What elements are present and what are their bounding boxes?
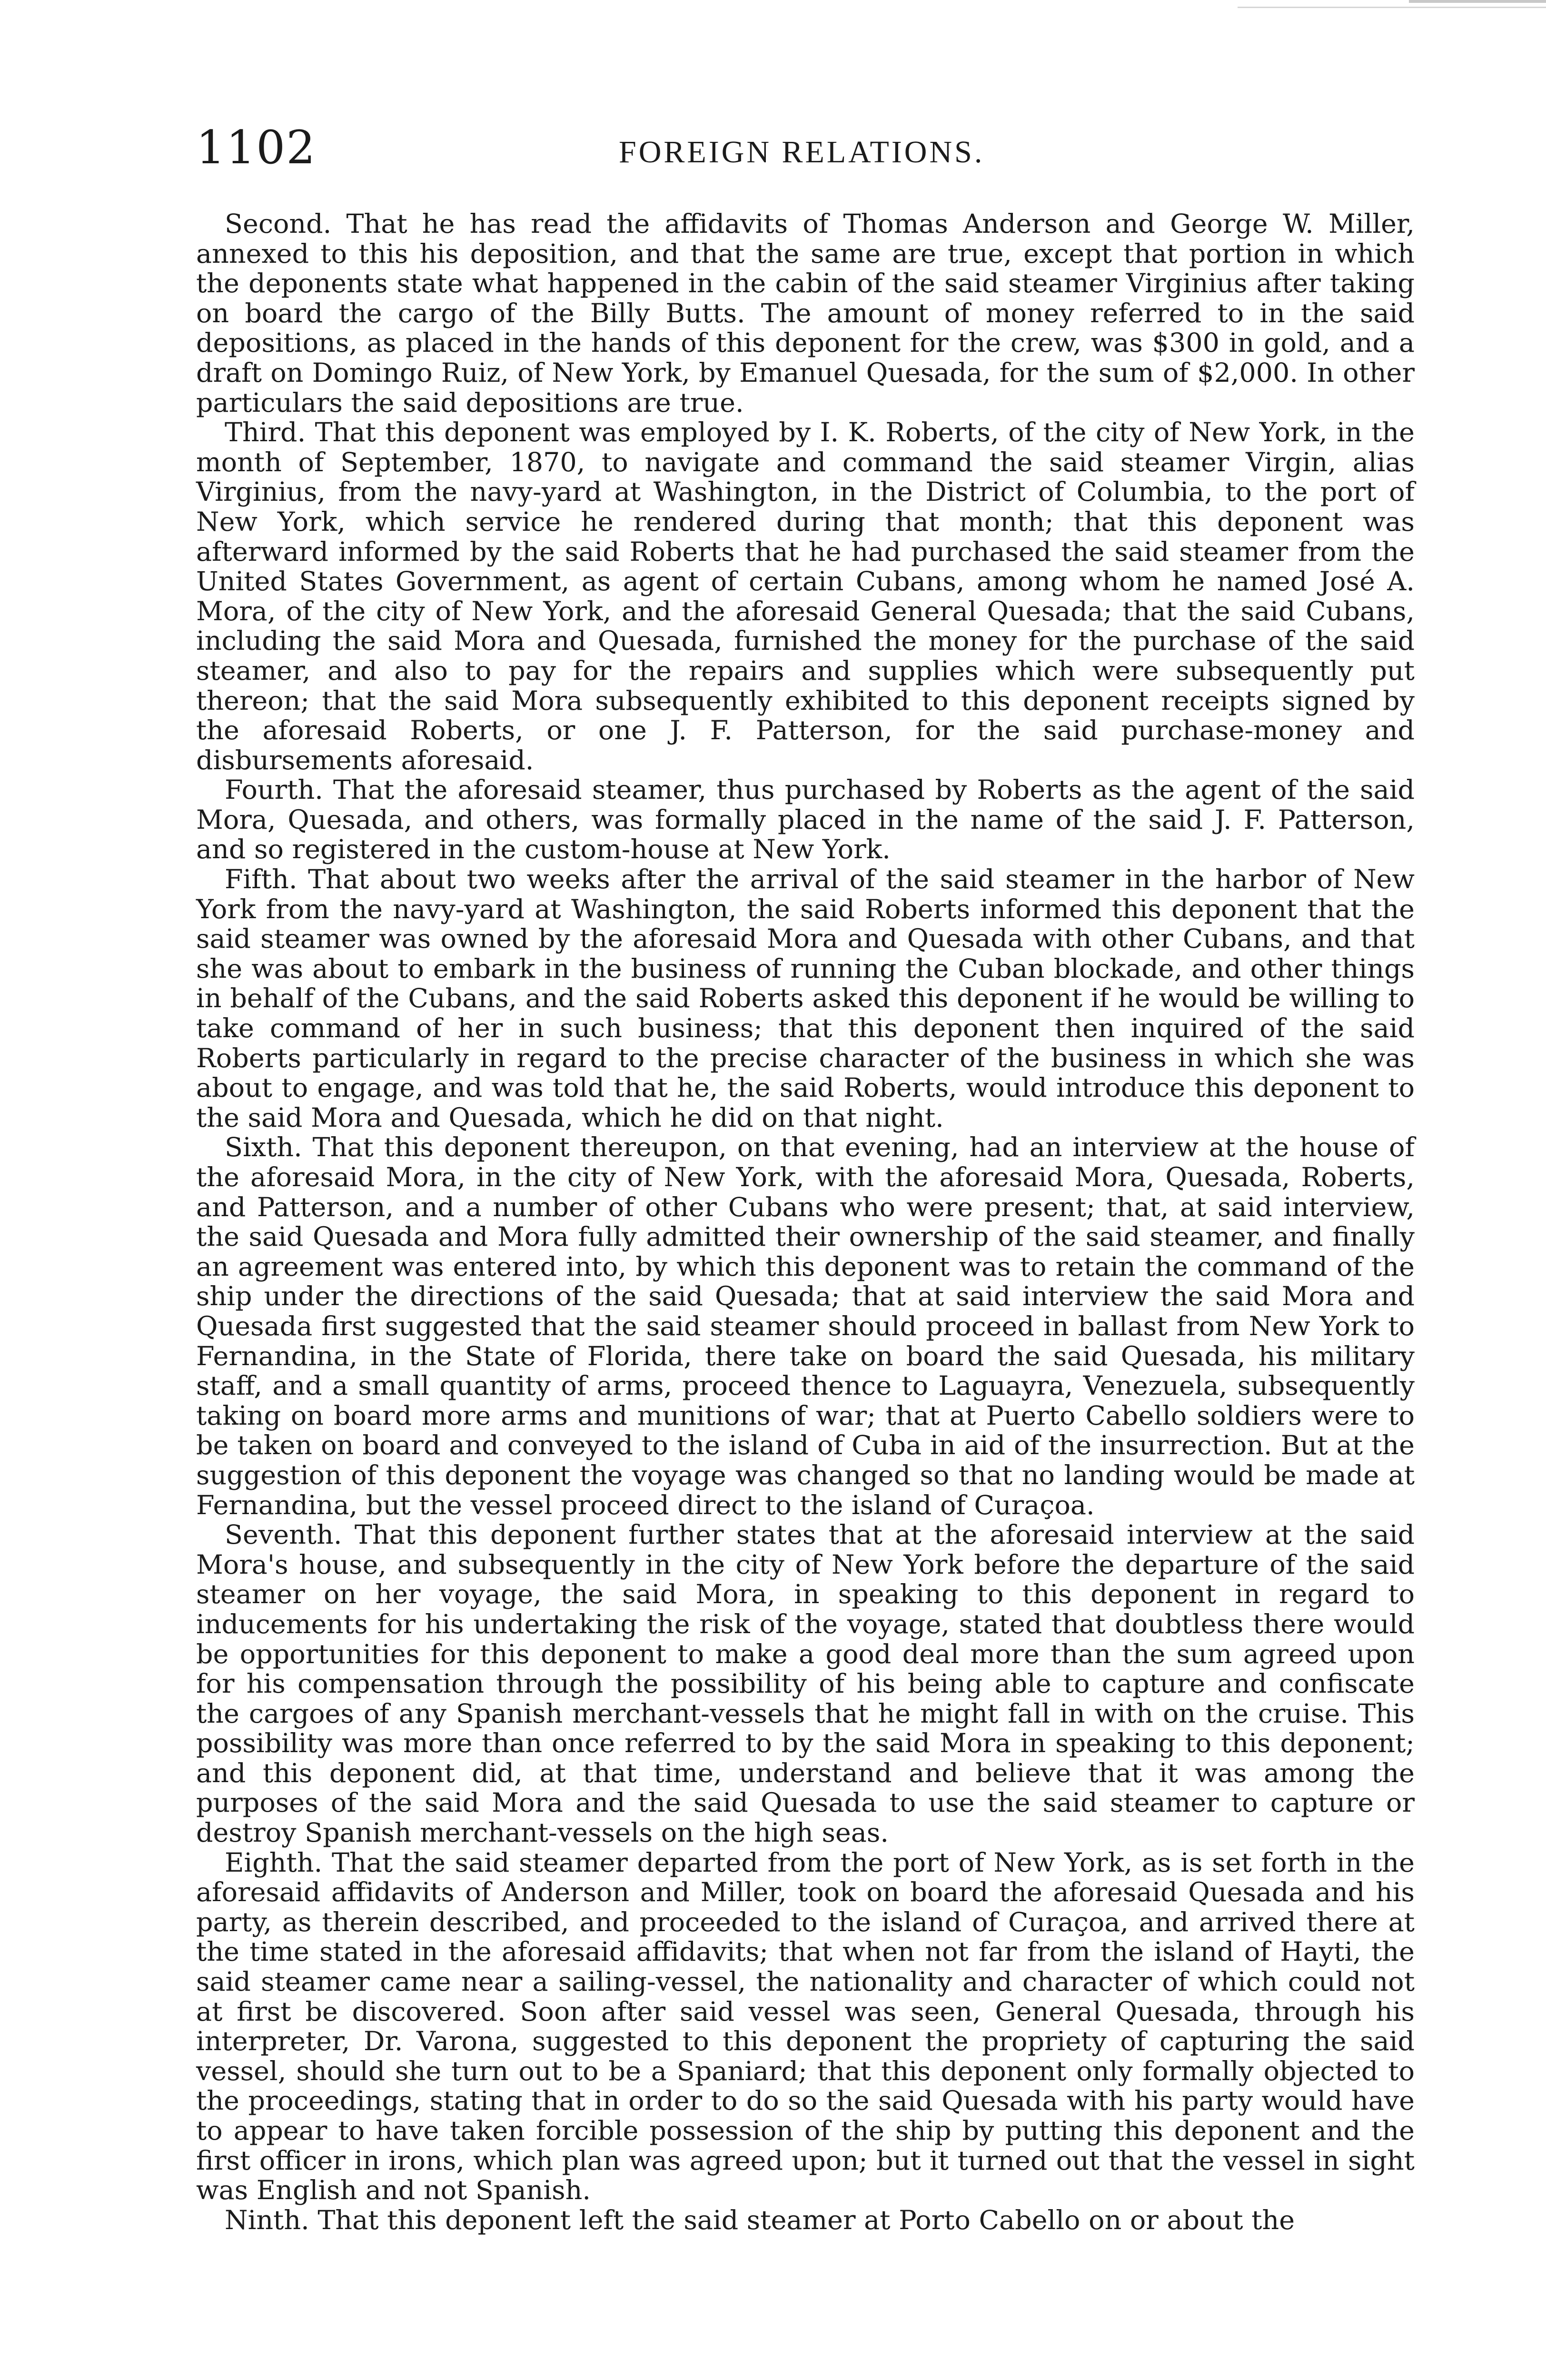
paragraph-sixth: Sixth. That this deponent thereupon, on that evening, had an interview at the house of the aforesaid Mora, in the city of New York, with the aforesaid Mora, Quesada, Roberts, and Patterson, and a number of other Cubans who were present; that, at said interview, the said Quesada and Mora fully admitted their ownership of the said steamer, and finally an agreement was entered into, by which this deponent was to retain the command of the ship under the directions of the said Quesada; that at said interview the said Mora and Quesada first suggested that the said steamer should proceed in ballast from New York to Fernandina, in the State of Florida, there take on board the said Quesada, his military staff, and a small quantity of arms, proceed thence to Laguayra, Venezuela, subsequently taking on board more arms and munitions of war; that at Puerto Cabello soldiers were to be taken on board and conveyed to the island of Cuba in aid of the insurrection. But at the suggestion of this deponent the voyage was changed so that no landing would be made at Fernandina, but the vessel proceed direct to the island of Curaçoa. [196,1132,1415,1521]
paragraph-eighth: Eighth. That the said steamer departed from the port of New York, as is set forth in the aforesaid affidavits of Anderson and Miller, took on board the aforesaid Quesada and his party, as therein described, and proceeded to the island of Curaçoa, and arrived there at the time stated in the aforesaid affidavits; that when not far from the island of Hayti, the said steamer came near a sailing-vessel, the nationality and character of which could not at first be discovered. Soon after said vessel was seen, General Quesada, through his interpreter, Dr. Varona, suggested to this deponent the propriety of capturing the said vessel, should she turn out to be a Spaniard; that this deponent only formally objected to the proceedings, stating that in order to do so the said Quesada with his party would have to appear to have taken forcible possession of the ship by putting this deponent and the first officer in irons, which plan was agreed upon; but it turned out that the vessel in sight was English and not Spanish. [196,1847,1415,2206]
scan-edge-rule-secondary [1238,7,1546,8]
deposition-body [196,209,1415,2235]
paragraph-fourth: Fourth. That the aforesaid steamer, thus purchased by Roberts as the agent of the said Mora, Quesada, and others, was formally placed in the name of the said J. F. Patterson, and so registered in the custom-house at New York. [196,774,1415,865]
scan-edge-rule [1409,0,1546,3]
paragraph-fifth: Fifth. That about two weeks after the arrival of the said steamer in the harbor of New York from the navy-yard at Washington, the said Roberts informed this deponent that the said steamer was owned by the aforesaid Mora and Quesada with other Cubans, and that she was about to embark in the business of running the Cuban blockade, and other things in behalf of the Cubans, and the said Roberts asked this deponent if he would be willing to take command of her in such business; that this deponent then inquired of the said Roberts particularly in regard to the precise character of the business in which she was about to engage, and was told that he, the said Roberts, would introduce this deponent to the said Mora and Quesada, which he did on that night. [196,864,1415,1133]
paragraph-ninth: Ninth. That this deponent left the said steamer at Porto Cabello on or about the [225,2204,1295,2236]
running-head: FOREIGN RELATIONS. [619,135,985,169]
paragraph-seventh: Seventh. That this deponent further states that at the aforesaid interview at the said Mora's house, and subsequently in the city of New York before the departure of the said steamer on her voyage, the said Mora, in speaking to this deponent in regard to inducements for his undertaking the risk of the voyage, stated that doubtless there would be opportunities for this deponent to make a good deal more than the sum agreed upon for his compensation through the possibility of his being able to capture and confiscate the cargoes of any Spanish merchant-vessels that he might fall in with on the cruise. This possibility was more than once referred to by the said Mora in speaking to this deponent; and this deponent did, at that time, understand and believe that it was among the purposes of the said Mora and the said Quesada to use the said steamer to capture or destroy Spanish merchant-vessels on the high seas. [196,1519,1415,1849]
paragraph-second: Second. That he has read the affidavits of Thomas Anderson and George W. Miller, annexed to this his deposition, and that the same are true, except that portion in which the deponents state what happened in the cabin of the said steamer Virginius after taking on board the cargo of the Billy Butts. The amount of money referred to in the said depositions, as placed in the hands of this deponent for the crew, was $300 in gold, and a draft on Domingo Ruiz, of New York, by Emanuel Quesada, for the sum of $2,000. In other particulars the said depositions are true. [196,208,1415,418]
page-header [0,119,1546,181]
paragraph-third: Third. That this deponent was employed by I. K. Roberts, of the city of New York, in the month of September, 1870, to navigate and command the said steamer Virgin, alias Virginius, from the navy-yard at Washington, in the District of Columbia, to the port of New York, which service he rendered during that month; that this deponent was afterward informed by the said Roberts that he had purchased the said steamer from the United States Government, as agent of certain Cubans, among whom he named José A. Mora, of the city of New York, and the aforesaid General Quesada; that the said Cubans, including the said Mora and Quesada, furnished the money for the purchase of the said steamer, and also to pay for the repairs and supplies which were subsequently put thereon; that the said Mora subsequently exhibited to this deponent receipts signed by the aforesaid Roberts, or one J. F. Patterson, for the said purchase-money and disbursements aforesaid. [196,417,1415,776]
page-number: 1102 [196,121,317,174]
